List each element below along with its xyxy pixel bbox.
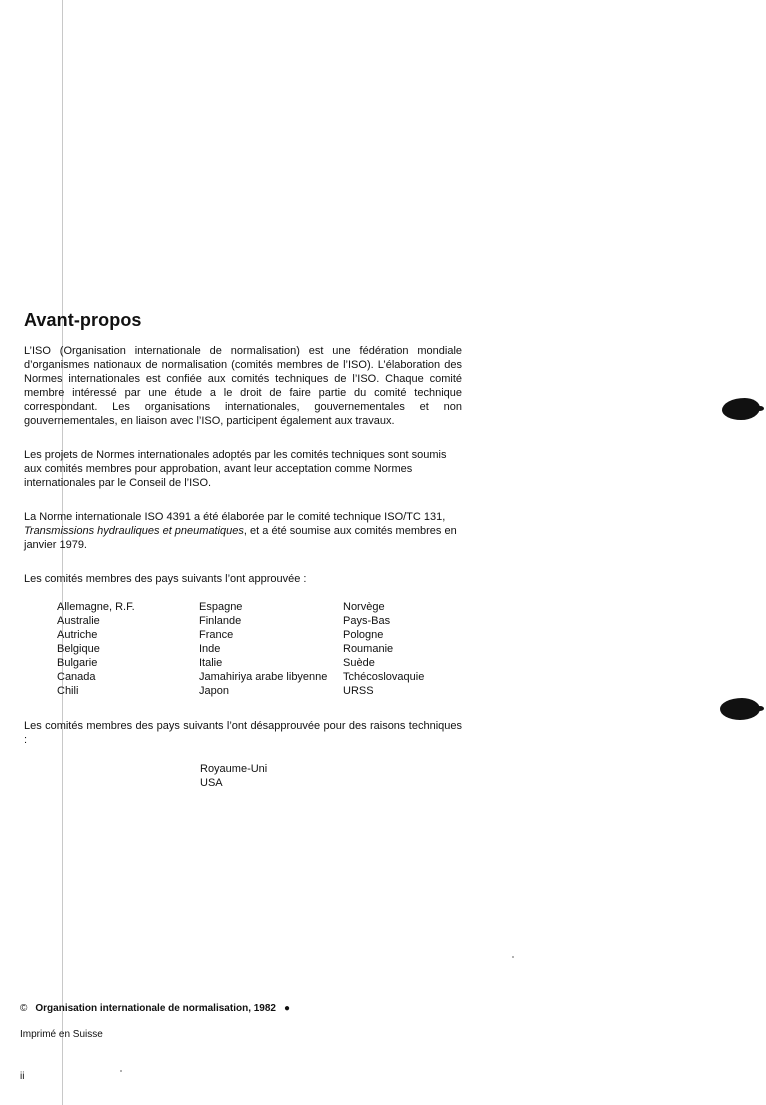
country-name: Canada xyxy=(57,671,96,683)
copyright-notice xyxy=(20,1003,290,1014)
country-name: Roumanie xyxy=(343,643,394,655)
scan-binding-line xyxy=(62,0,63,1105)
printed-in-note: Imprimé en Suisse xyxy=(20,1029,103,1040)
approved-countries-column-1 xyxy=(57,600,199,698)
country-name: Italie xyxy=(199,657,223,669)
approved-countries-column-2 xyxy=(199,600,343,698)
country-name: Autriche xyxy=(57,629,98,641)
page-number: ii xyxy=(20,1071,25,1082)
country-name: Jamahiriya arabe libyenne xyxy=(199,671,328,683)
bullet-icon: ● xyxy=(284,1003,291,1014)
paragraph-iso-intro: L’ISO (Organisation internationale de normalisation) est une fédération mondiale d’organismes nationaux de normalisation (comités membres de l’ISO). L’élaboration des Normes internationales est confiée aux comités techniques de l’ISO. Chaque comité membre intéressé par une étude a le droit de faire partie du comité technique correspondant. Les organisations internationales, gouvernementales et non gouvernementales, en liaison avec l’ISO, participent également aux travaux. xyxy=(24,345,462,427)
disapproved-countries-list xyxy=(200,762,267,790)
paragraph-disapproved-intro: Les comités membres des pays suivants l’ont désapprouvée pour des raisons techniques : xyxy=(24,720,462,746)
country-name: Chili xyxy=(57,685,79,697)
country-name: Royaume-Uni xyxy=(200,763,268,775)
country-name: Inde xyxy=(199,643,221,655)
country-name: Belgique xyxy=(57,643,100,655)
country-name: Finlande xyxy=(199,615,242,627)
country-name: Suède xyxy=(343,657,375,669)
copyright-text: Organisation internationale de normalisation, 1982 xyxy=(35,1003,276,1014)
ink-blot xyxy=(722,398,760,420)
paragraph-standard-origin xyxy=(24,510,462,552)
copyright-icon: © xyxy=(20,1003,28,1014)
approved-countries-list xyxy=(57,600,473,698)
committee-name: Transmissions hydrauliques et pneumatiques xyxy=(24,525,244,537)
country-name: Pays-Bas xyxy=(343,615,391,627)
paragraph-standard-origin-start: La Norme internationale ISO 4391 a été élaborée par le comité technique ISO/TC 131, xyxy=(24,511,446,523)
scan-speck xyxy=(512,956,514,958)
approved-countries-column-3 xyxy=(343,600,473,698)
scan-speck xyxy=(120,1070,122,1072)
country-name: France xyxy=(199,629,234,641)
country-name: USA xyxy=(200,777,223,789)
paragraph-draft-approval: Les projets de Normes internationales adoptés par les comités techniques sont soumis aux comités membres pour approbation, avant leur acceptation comme Normes internationales par le Conseil de l’ISO. xyxy=(24,449,447,489)
country-name: Japon xyxy=(199,685,229,697)
country-name: Australie xyxy=(57,615,100,627)
country-name: URSS xyxy=(343,685,374,697)
country-name: Pologne xyxy=(343,629,384,641)
country-name: Tchécoslovaquie xyxy=(343,671,425,683)
country-name: Norvège xyxy=(343,601,385,613)
country-name: Bulgarie xyxy=(57,657,98,669)
page-title: Avant-propos xyxy=(24,310,142,330)
country-name: Espagne xyxy=(199,601,243,613)
paragraph-standard-origin-end: , et a été soumise aux comités membres en janvier 1979. xyxy=(24,525,457,551)
ink-blot xyxy=(720,698,760,720)
country-name: Allemagne, R.F. xyxy=(57,601,135,613)
paragraph-approved-intro: Les comités membres des pays suivants l’ont approuvée : xyxy=(24,573,307,585)
